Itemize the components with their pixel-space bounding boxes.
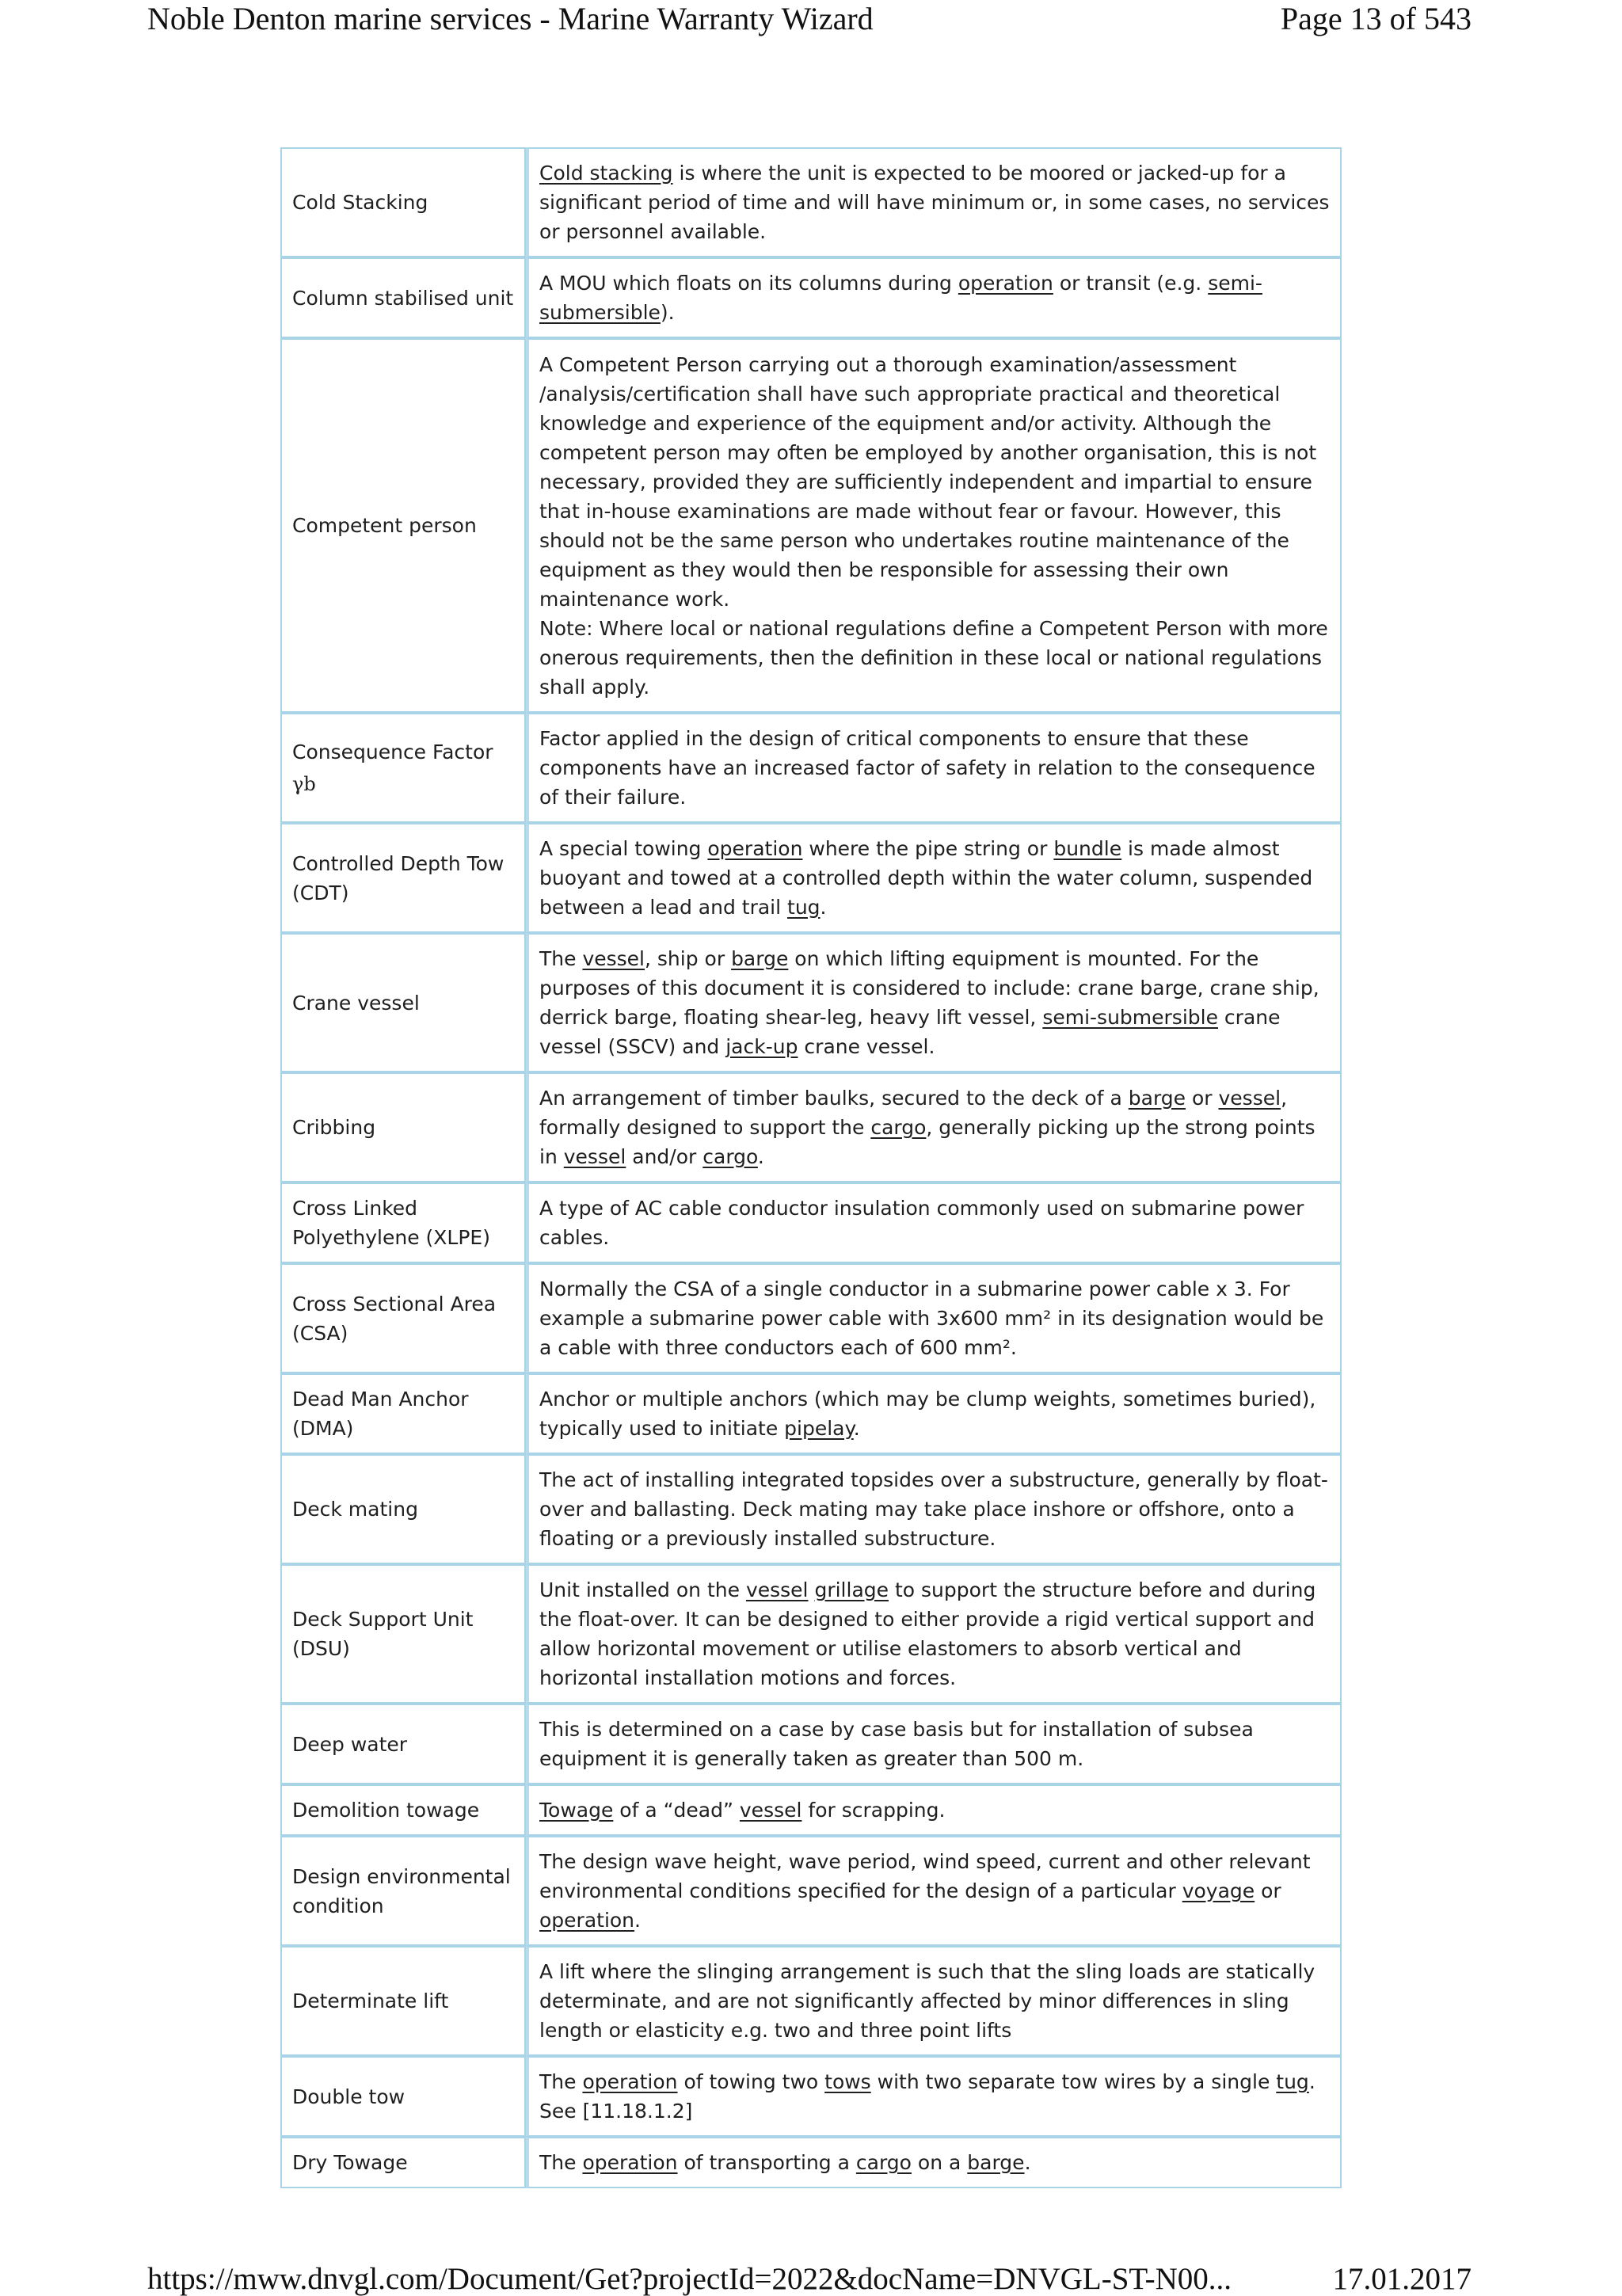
glossary-link[interactable]: operation: [958, 272, 1053, 295]
definition-text: A MOU which floats on its columns during: [539, 272, 958, 295]
glossary-link[interactable]: Towage: [539, 1799, 614, 1822]
glossary-row: [280, 1454, 1342, 1564]
glossary-link[interactable]: bundle: [1053, 837, 1122, 860]
glossary-term-text: Cold Stacking: [292, 191, 428, 214]
glossary-definition: [526, 2137, 1342, 2188]
glossary-term-text: Demolition towage: [292, 1799, 480, 1822]
glossary-term: [280, 1182, 526, 1263]
document-header-title: Noble Denton marine services - Marine Warranty Wizard: [147, 1, 874, 36]
glossary-term-text: Determinate lift: [292, 1989, 449, 2012]
glossary-link[interactable]: cargo: [855, 2151, 912, 2174]
glossary-link[interactable]: barge: [967, 2151, 1025, 2174]
glossary-link[interactable]: cargo: [870, 1116, 927, 1139]
definition-text: or: [1255, 1879, 1281, 1902]
glossary-term: [280, 1564, 526, 1704]
glossary-definition: [526, 338, 1342, 713]
glossary-link[interactable]: vessel: [745, 1578, 809, 1601]
definition-text: Factor applied in the design of critical components to ensure that these components have an increased factor of safety in relation to the consequence of their failure.: [539, 727, 1315, 809]
definition-text: . See [11.18.1.2]: [539, 2070, 1315, 2123]
definition-text: or: [1186, 1087, 1219, 1110]
glossary-term: [280, 1072, 526, 1182]
glossary-definition: [526, 1072, 1342, 1182]
glossary-link[interactable]: voyage: [1182, 1879, 1255, 1902]
glossary-row: [280, 147, 1342, 257]
glossary-term-text: Cross Linked Polyethylene (XLPE): [292, 1197, 490, 1249]
definition-text: A Competent Person carrying out a thorough examination/assessment /analysis/certification shall have such appropriate practical and theoretical knowledge and experience of the equipment and/or activity. Although the competent person may often be employed by another organisation, this is not necessary, provided they are sufficiently independent and impartial to ensure that in-house examinations are made without fear or favour. However, this should not be the same person who undertakes routine maintenance of the equipment as they would then be responsible for assessing their own maintenance work.: [539, 352, 1317, 611]
glossary-definition: [526, 1946, 1342, 2056]
glossary-row: [280, 1564, 1342, 1704]
definition-text: Normally the CSA of a single conductor in a submarine power cable x 3. For example a submarine power cable with 3x600 mm² in its designation would be a cable with three conductors each of 600 mm².: [539, 1277, 1324, 1359]
definition-text: .: [757, 1145, 764, 1168]
glossary-row: [280, 1704, 1342, 1784]
definition-text: The: [539, 2151, 583, 2174]
glossary-term: [280, 2056, 526, 2137]
glossary-term: [280, 1836, 526, 1946]
glossary-row: [280, 1072, 1342, 1182]
definition-text: is where the unit is expected to be moored or jacked-up for a significant period of time and will have minimum or, in some cases, no services or personnel available.: [539, 162, 1330, 243]
glossary-term-text: Design environmental condition: [292, 1864, 511, 1917]
definition-text: The: [539, 2070, 583, 2093]
glossary-link[interactable]: tows: [824, 2070, 871, 2093]
glossary-term: [280, 2137, 526, 2188]
glossary-definition: [526, 1263, 1342, 1373]
definition-text: This is determined on a case by case basis but for installation of subsea equipment it is generally taken as greater than 500 m.: [539, 1718, 1254, 1770]
glossary-link[interactable]: barge: [1128, 1087, 1186, 1110]
glossary-term-text: Dry Towage: [292, 2151, 408, 2174]
definition-text: A special towing: [539, 837, 708, 860]
glossary-term-text: Cross Sectional Area (CSA): [292, 1292, 497, 1345]
glossary-definition: [526, 933, 1342, 1072]
print-date: 17.01.2017: [1332, 2262, 1472, 2296]
definition-text: Anchor or multiple anchors (which may be clump weights, sometimes buried), typically used to initiate: [539, 1388, 1316, 1440]
glossary-row: [280, 1373, 1342, 1454]
glossary-row: [280, 2137, 1342, 2188]
definition-text: Note: Where local or national regulations define a Competent Person with more onerous requirements, then the definition in these local or national regulations shall apply.: [539, 616, 1328, 699]
glossary-link[interactable]: tug: [1276, 2070, 1309, 2093]
glossary-link[interactable]: vessel: [563, 1145, 626, 1168]
glossary-term: [280, 713, 526, 823]
glossary-row: [280, 1182, 1342, 1263]
definition-text: crane vessel.: [798, 1035, 935, 1058]
glossary-link[interactable]: jack-up: [725, 1035, 798, 1058]
glossary-link[interactable]: vessel: [582, 947, 645, 970]
glossary-term-text: Double tow: [292, 2085, 406, 2108]
definition-text: to support the structure before and during the float-over. It can be designed to either provide a rigid vertical support and allow horizontal movement or utilise elastomers to absorb vertical and horizontal installation motions and forces.: [539, 1578, 1316, 1689]
glossary-definition: [526, 1704, 1342, 1784]
glossary-term: [280, 823, 526, 933]
definition-text: is made almost buoyant and towed at a controlled depth within the water column, suspended between a lead and trail: [539, 837, 1313, 919]
glossary-link[interactable]: Cold stacking: [539, 162, 673, 185]
glossary-term: [280, 147, 526, 257]
glossary-definition: [526, 2056, 1342, 2137]
definition-text: or transit (e.g.: [1053, 272, 1209, 295]
glossary-term: [280, 1263, 526, 1373]
glossary-definition: [526, 147, 1342, 257]
glossary-definition: [526, 257, 1342, 338]
glossary-term: [280, 1454, 526, 1564]
glossary-term-text: Consequence Factor: [292, 740, 493, 763]
glossary-term-text: Crane vessel: [292, 991, 420, 1015]
glossary-term: [280, 257, 526, 338]
glossary-row: [280, 933, 1342, 1072]
glossary-term: [280, 1373, 526, 1454]
definition-text: .: [1024, 2151, 1031, 2174]
glossary-term-text: Dead Man Anchor (DMA): [292, 1388, 469, 1440]
definition-text: , formally designed to support the: [539, 1087, 1288, 1139]
glossary-link[interactable]: grillage: [814, 1578, 889, 1601]
glossary-term: [280, 1704, 526, 1784]
glossary-row: [280, 823, 1342, 933]
glossary-row: [280, 713, 1342, 823]
glossary-definition: [526, 1454, 1342, 1564]
glossary-definition: [526, 1182, 1342, 1263]
document-url[interactable]: https://mww.dnvgl.com/Document/Get?projectId=2022&docName=DNVGL-ST-N00...: [147, 2262, 1232, 2296]
glossary-table: [280, 147, 1342, 2188]
definition-text: The act of installing integrated topsides over a substructure, generally by float-over and ballasting. Deck mating may take place inshore or offshore, onto a floating or a previously installed substructure.: [539, 1468, 1328, 1550]
glossary-row: [280, 2056, 1342, 2137]
definition-text: A lift where the slinging arrangement is such that the sling loads are statically determinate, and are not significantly affected by minor differences in sling length or elasticity e.g. two and three point lifts: [539, 1960, 1315, 2042]
glossary-term: [280, 1784, 526, 1836]
definition-text: with two separate tow wires by a single: [870, 2070, 1277, 2093]
definition-text: .: [634, 1909, 641, 1932]
glossary-link[interactable]: operation: [707, 837, 803, 860]
glossary-row: [280, 1946, 1342, 2056]
glossary-link[interactable]: semi-submersible: [539, 272, 1262, 324]
glossary-link[interactable]: cargo: [702, 1145, 758, 1168]
glossary-definition: [526, 823, 1342, 933]
definition-text: ).: [660, 301, 675, 324]
definition-text: Unit installed on the: [539, 1578, 746, 1601]
glossary-link[interactable]: vessel: [1218, 1087, 1281, 1110]
definition-text: , ship or: [645, 947, 732, 970]
glossary-link[interactable]: operation: [539, 1909, 635, 1932]
glossary-link[interactable]: semi-submersible: [1042, 1006, 1218, 1029]
glossary-row: [280, 1784, 1342, 1836]
glossary-row: [280, 1263, 1342, 1373]
glossary-definition: [526, 1373, 1342, 1454]
definition-text: and/or: [626, 1145, 703, 1168]
definition-text: of towing two: [677, 2070, 825, 2093]
glossary-definition: [526, 1564, 1342, 1704]
definition-text: on which lifting equipment is mounted. For the purposes of this document it is considered to include: crane barge, crane ship, derrick barge, floating shear-leg, heavy lift vessel,: [539, 947, 1319, 1029]
glossary-term-text: Deck Support Unit (DSU): [292, 1608, 474, 1660]
glossary-link[interactable]: vessel: [739, 1799, 802, 1822]
glossary-term: [280, 1946, 526, 2056]
glossary-link[interactable]: operation: [582, 2151, 678, 2174]
definition-text: The: [539, 947, 583, 970]
glossary-link[interactable]: pipelay: [784, 1417, 854, 1440]
glossary-row: [280, 1836, 1342, 1946]
glossary-link[interactable]: operation: [582, 2070, 678, 2093]
glossary-term-text: Competent person: [292, 514, 477, 537]
glossary-term-text: Column stabilised unit: [292, 286, 514, 310]
glossary-term-text: Deep water: [292, 1732, 408, 1756]
glossary-link[interactable]: tug: [787, 896, 821, 919]
glossary-term: [280, 933, 526, 1072]
page-number: Page 13 of 543: [1280, 1, 1472, 36]
glossary-body: [280, 147, 1342, 2188]
definition-text: of a “dead”: [613, 1799, 740, 1822]
definition-text: , generally picking up the strong points in: [539, 1116, 1315, 1168]
definition-text: An arrangement of timber baulks, secured to the deck of a: [539, 1087, 1129, 1110]
definition-text: where the pipe string or: [802, 837, 1054, 860]
glossary-term-text: Deck mating: [292, 1498, 418, 1521]
definition-text: .: [820, 896, 827, 919]
glossary-term: [280, 338, 526, 713]
definition-text: of transporting a: [677, 2151, 856, 2174]
glossary-term-text: Controlled Depth Tow (CDT): [292, 851, 504, 904]
glossary-definition: [526, 1784, 1342, 1836]
glossary-term-symbol: γb: [292, 772, 316, 795]
glossary-term-text: Cribbing: [292, 1116, 376, 1139]
glossary-link[interactable]: barge: [731, 947, 789, 970]
definition-text: crane vessel (SSCV) and: [539, 1006, 1281, 1058]
definition-text: The design wave height, wave period, wind speed, current and other relevant environmental conditions specified for the design of a particular: [539, 1850, 1311, 1902]
definition-text: A type of AC cable conductor insulation commonly used on submarine power cables.: [539, 1197, 1304, 1249]
definition-text: .: [853, 1417, 860, 1440]
glossary-definition: [526, 1836, 1342, 1946]
glossary-row: [280, 338, 1342, 713]
definition-text: on a: [911, 2151, 968, 2174]
glossary-row: [280, 257, 1342, 338]
glossary-definition: [526, 713, 1342, 823]
definition-text: for scrapping.: [801, 1799, 946, 1822]
